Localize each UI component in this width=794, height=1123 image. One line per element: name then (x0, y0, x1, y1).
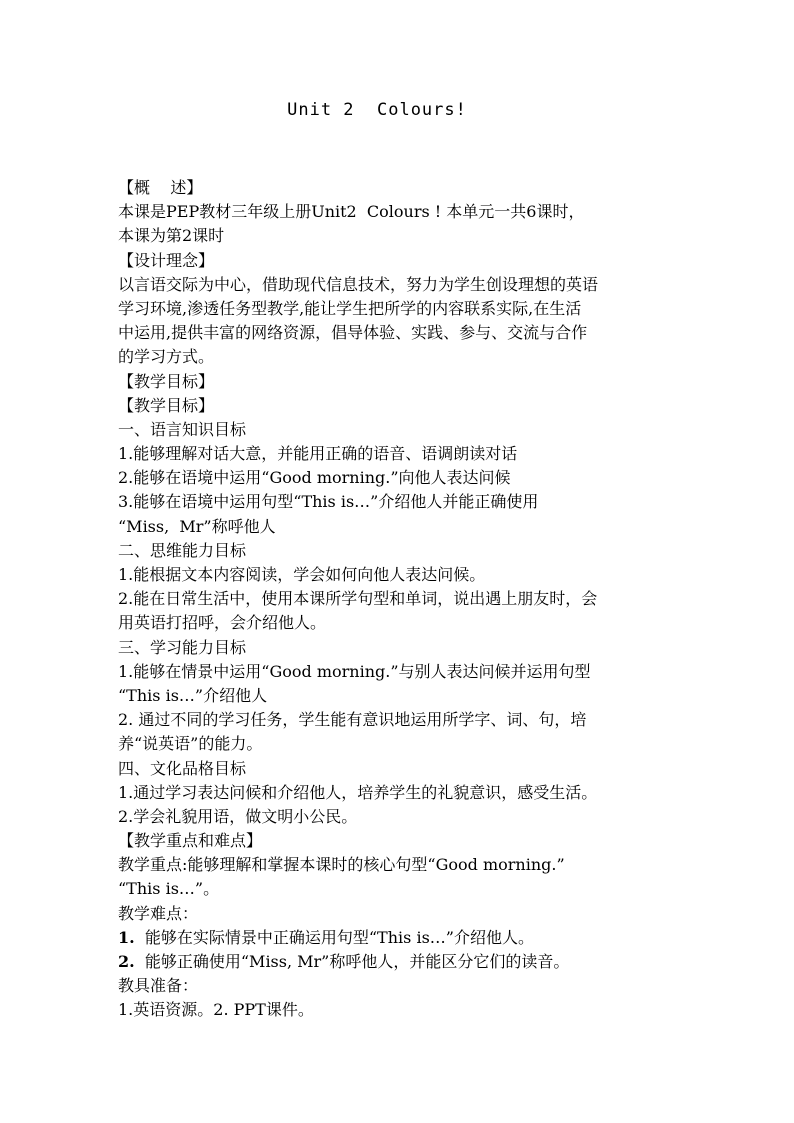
goal-item: 1.能够理解对话大意，并能用正确的语音、语调朗读对话 (118, 444, 518, 464)
subheading-cultural-character: 四、文化品格目标 (118, 758, 247, 778)
goal-item-continuation: “Miss, Mr”称呼他人 (118, 516, 276, 536)
subheading-thinking-ability: 二、思维能力目标 (118, 540, 247, 560)
goal-item-continuation: 用英语打招呼，会介绍他人。 (118, 613, 327, 633)
section-heading-teaching-goals: 【教学目标】 (118, 371, 215, 391)
difficulty-item (118, 926, 678, 950)
goal-item: 3.能够在语境中运用句型“This is…”介绍他人并能正确使用 (118, 492, 539, 512)
design-concept-text-line: 学习环境,渗透任务型教学,能让学生把所学的内容联系实际,在生活 (118, 298, 582, 318)
goal-item: 2.能够在语境中运用“Good morning.”向他人表达问候 (118, 468, 511, 488)
design-concept-text-line: 的学习方式。 (118, 347, 215, 367)
difficulty-item (118, 950, 678, 974)
difficulty-item-text: 能够在实际情景中正确运用句型“This is…”介绍他人。 (144, 927, 534, 947)
subheading-learning-ability: 三、学习能力目标 (118, 637, 247, 657)
goal-item: 2.能在日常生活中，使用本课所学句型和单词，说出遇上朋友时，会 (118, 589, 598, 609)
difficulty-item-number: 2. (118, 952, 135, 971)
document-title: Unit 2 Colours! (287, 100, 467, 120)
key-point-text: 教学重点:能够理解和掌握本课时的核心句型“Good morning.” (118, 855, 565, 875)
overview-text-line: 本课是PEP教材三年级上册Unit2 Colours ! 本单元一共6课时， (118, 202, 585, 222)
section-heading-design-concept: 【设计理念】 (118, 250, 215, 270)
difficulty-item-number: 1. (118, 927, 135, 947)
materials-heading: 教具准备： (118, 976, 199, 996)
difficulty-heading: 教学难点： (118, 903, 199, 923)
subheading-language-knowledge: 一、语言知识目标 (118, 419, 247, 439)
goal-item-continuation: 养“说英语”的能力。 (118, 734, 263, 754)
section-heading-teaching-goals: 【教学目标】 (118, 395, 215, 415)
materials-text: 1.英语资源。2. PPT课件。 (118, 1000, 314, 1020)
goal-item: 2.学会礼貌用语，做文明小公民。 (118, 806, 358, 826)
goal-item-continuation: “This is…”介绍他人 (118, 685, 268, 705)
goal-item: 1.能根据文本内容阅读，学会如何向他人表达问候。 (118, 565, 486, 584)
section-heading-overview: 【概 述】 (118, 178, 203, 197)
difficulty-item-text: 能够正确使用“Miss, Mr”称呼他人，并能区分它们的读音。 (144, 952, 570, 971)
design-concept-text-line: 以言语交际为中心，借助现代信息技术，努力为学生创设理想的英语 (118, 274, 599, 294)
overview-text-line: 本课为第2课时 (118, 226, 225, 246)
goal-item: 2. 通过不同的学习任务，学生能有意识地运用所学字、词、句，培 (118, 710, 587, 730)
design-concept-text-line: 中运用,提供丰富的网络资源，倡导体验、实践、参与、交流与合作 (118, 323, 588, 343)
goal-item: 1.能够在情景中运用“Good morning.”与别人表达问候并运用句型 (118, 661, 591, 681)
document-body (118, 176, 678, 1023)
key-point-text-continuation: “This is…”。 (118, 879, 220, 899)
goal-item: 1.通过学习表达问候和介绍他人，培养学生的礼貌意识，感受生活。 (118, 782, 598, 802)
section-heading-key-points: 【教学重点和难点】 (118, 831, 263, 851)
